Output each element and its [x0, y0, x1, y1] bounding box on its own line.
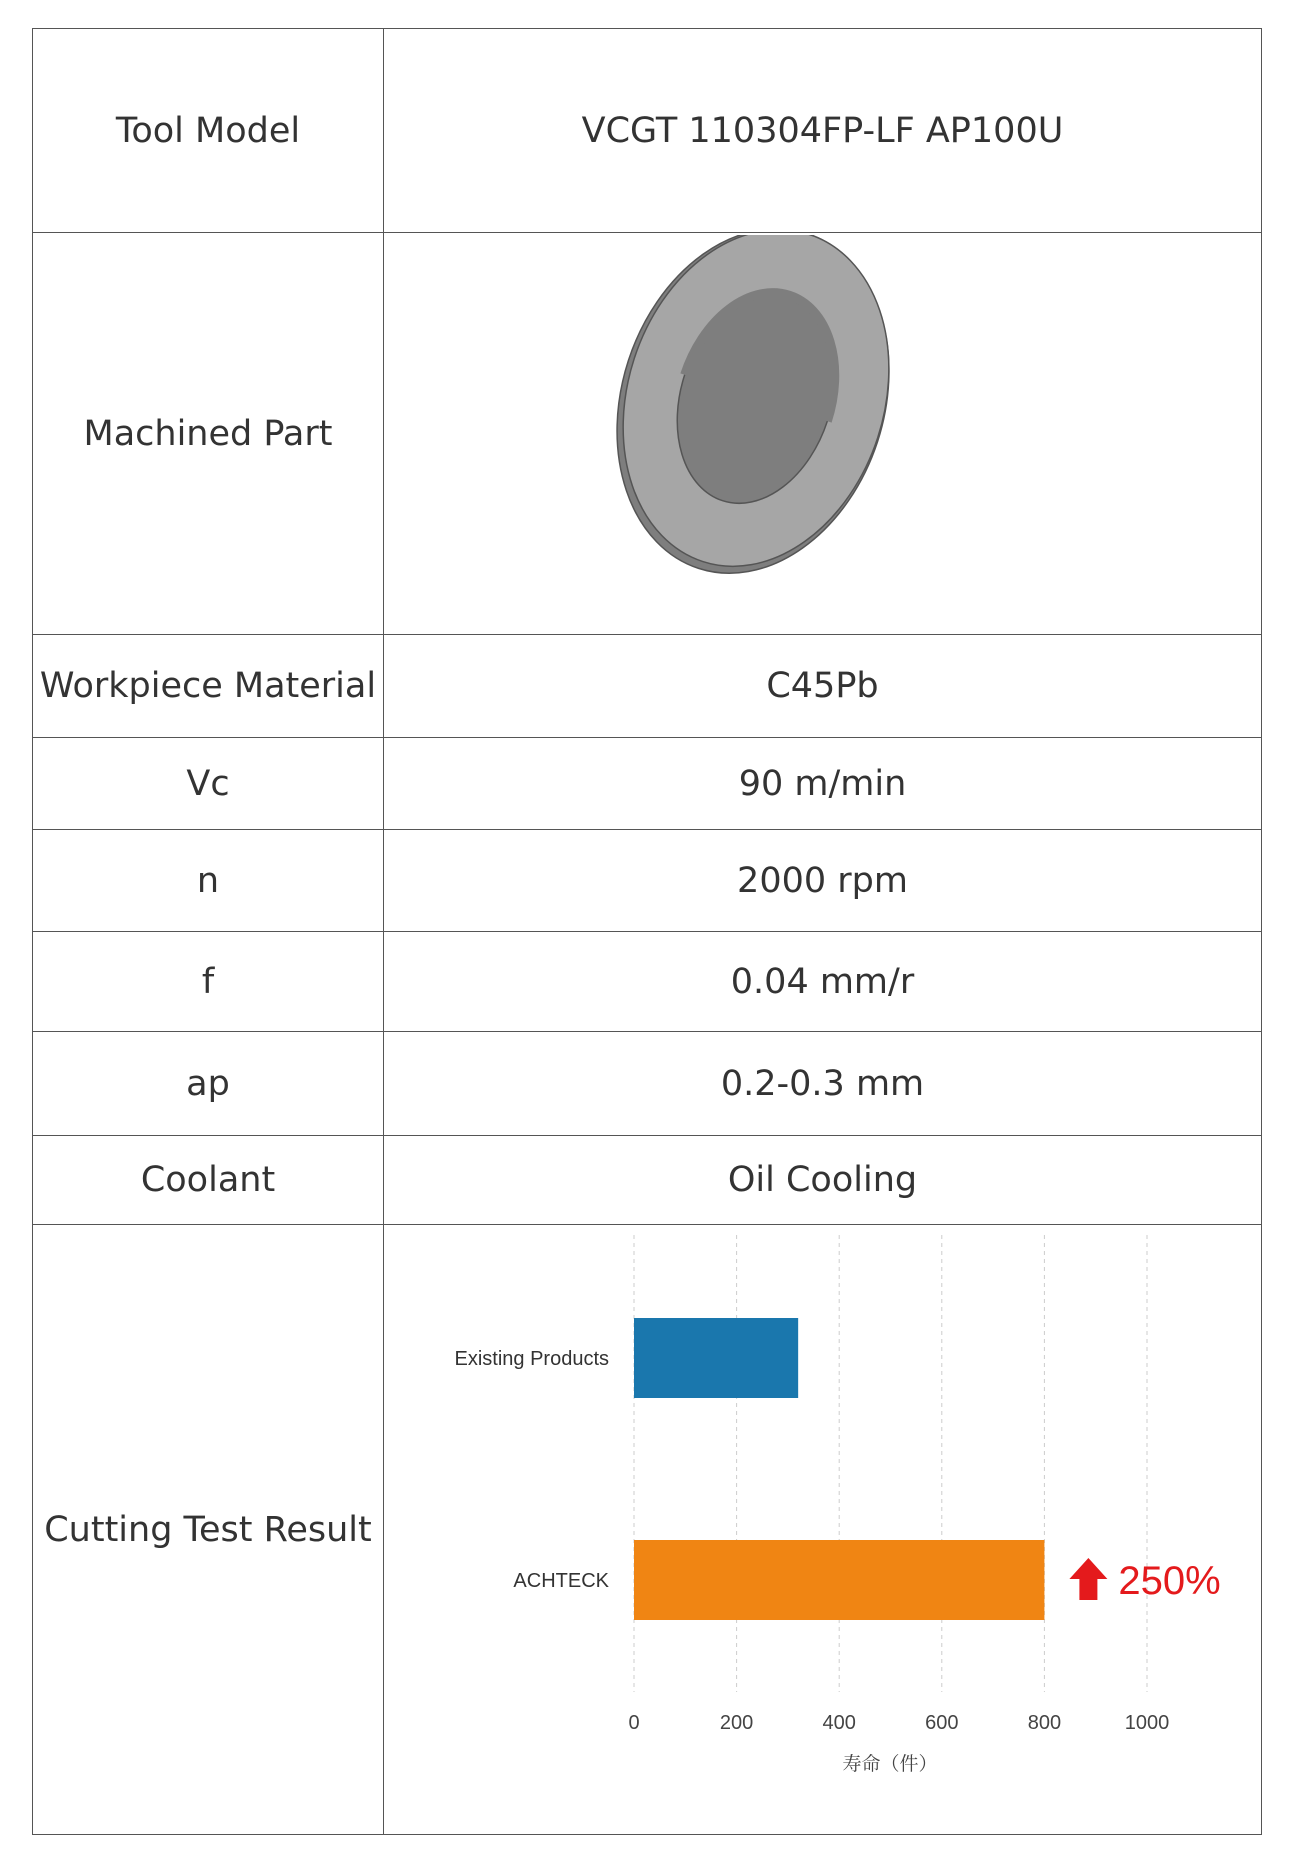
chart-tick-labels	[628, 1712, 1169, 1734]
tick-label-400: 400	[822, 1711, 856, 1734]
row-coolant	[33, 1136, 1262, 1225]
value-workpiece-material: C45Pb	[384, 635, 1262, 738]
increase-annotation	[1069, 1558, 1220, 1603]
tool-life-bar-chart	[384, 1227, 1262, 1833]
row-cutting-test-result	[33, 1225, 1262, 1835]
label-ap: ap	[33, 1032, 384, 1136]
value-n: 2000 rpm	[384, 830, 1262, 932]
row-machined-part	[33, 233, 1262, 635]
label-cutting-test-result: Cutting Test Result	[33, 1225, 384, 1835]
result-chart-cell	[384, 1225, 1262, 1835]
value-vc: 90 m/min	[384, 738, 1262, 830]
row-workpiece-material	[33, 635, 1262, 738]
value-coolant: Oil Cooling	[384, 1136, 1262, 1225]
value-tool-model: VCGT 110304FP-LF AP100U	[384, 29, 1262, 233]
row-f	[33, 932, 1262, 1032]
value-ap: 0.2-0.3 mm	[384, 1032, 1262, 1136]
tick-label-600: 600	[925, 1711, 959, 1734]
category-label-existing-products: Existing Products	[454, 1347, 609, 1370]
label-workpiece-material: Workpiece Material	[33, 635, 384, 738]
increase-percent-label: 250%	[1118, 1558, 1221, 1603]
row-ap	[33, 1032, 1262, 1136]
row-n	[33, 830, 1262, 932]
bar-existing-products	[634, 1318, 798, 1398]
tick-label-200: 200	[719, 1711, 754, 1734]
tick-label-0: 0	[628, 1711, 640, 1734]
machined-part-image-cell	[384, 233, 1262, 635]
washer-ring-icon	[384, 235, 1262, 633]
arrow-up-icon	[1069, 1558, 1107, 1600]
row-tool-model	[33, 29, 1262, 233]
category-label-achteck: ACHTECK	[513, 1569, 609, 1592]
chart-category-labels	[454, 1348, 609, 1592]
label-vc: Vc	[33, 738, 384, 830]
tick-label-1000: 1000	[1124, 1711, 1170, 1734]
chart-grid	[634, 1235, 1147, 1692]
tick-label-800: 800	[1027, 1711, 1062, 1734]
label-n: n	[33, 830, 384, 932]
value-f: 0.04 mm/r	[384, 932, 1262, 1032]
label-coolant: Coolant	[33, 1136, 384, 1225]
label-f: f	[33, 932, 384, 1032]
label-machined-part: Machined Part	[33, 233, 384, 635]
row-vc	[33, 738, 1262, 830]
x-axis-label: 寿命（件）	[842, 1753, 938, 1775]
label-tool-model: Tool Model	[33, 29, 384, 233]
bar-achteck	[634, 1540, 1044, 1620]
cutting-test-table	[32, 28, 1262, 1835]
